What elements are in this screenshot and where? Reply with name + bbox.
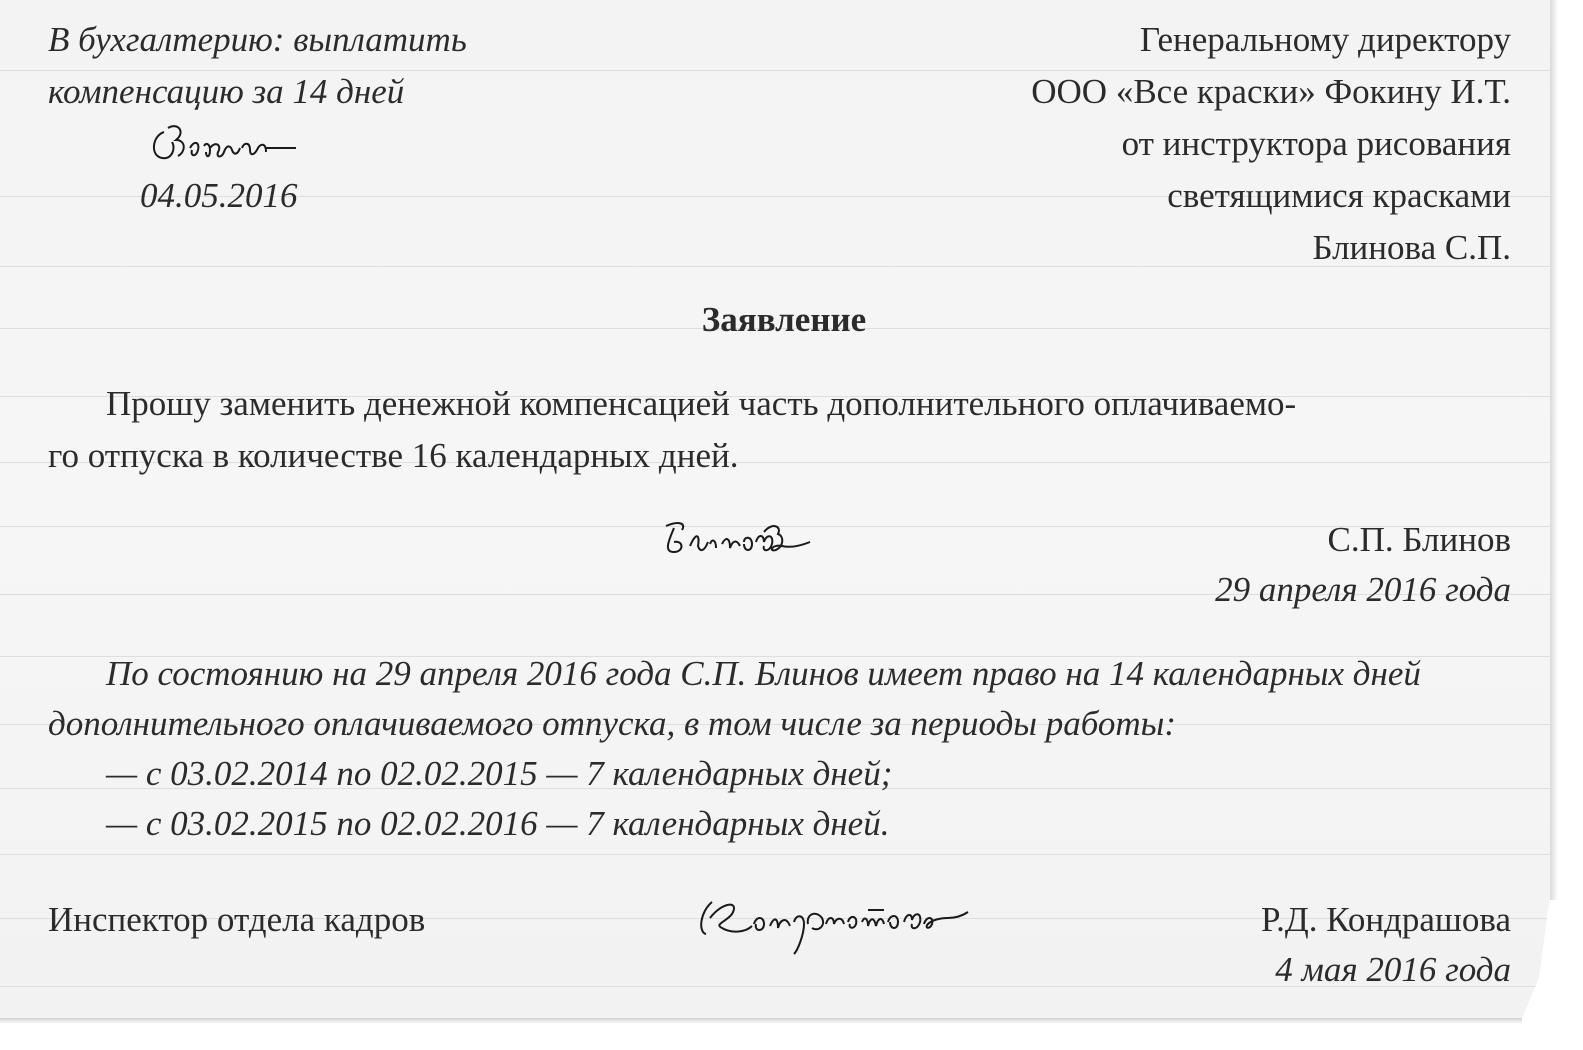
ruled-line [0, 70, 1550, 71]
request-line-2: го отпуска в количестве 16 календарных дней. [48, 436, 739, 475]
resolution-date: 04.05.2016 [140, 176, 298, 215]
addressee-line-2: ООО «Все краски» Фокину И.Т. [1031, 72, 1511, 111]
hr-note-item-2: — с 03.02.2015 по 02.02.2016 — 7 календарных дней. [106, 804, 890, 843]
paper-shadow [0, 1018, 1522, 1024]
ruled-line [0, 854, 1550, 855]
paper-shadow-right [1550, 0, 1558, 900]
applicant-name: С.П. Блинов [1327, 520, 1511, 559]
hr-note-line-2: дополнительного оплачиваемого отпуска, в том числе за периоды работы: [48, 704, 1177, 743]
addressee-line-3: от инструктора рисования [1121, 124, 1511, 163]
addressee-line-4: светящимися красками [1167, 176, 1511, 215]
inspector-name: Р.Д. Кондрашова [1261, 900, 1511, 939]
applicant-date: 29 апреля 2016 года [1215, 570, 1511, 609]
request-line-1: Прошу заменить денежной компенсацией часть дополнительного оплачиваемо- [106, 384, 1297, 423]
inspector-date: 4 мая 2016 года [1275, 950, 1511, 989]
hr-note-line-1: По состоянию на 29 апреля 2016 года С.П. Блинов имеет право на 14 календарных дней [106, 654, 1421, 693]
inspector-signature [692, 888, 982, 958]
hr-note-item-1: — с 03.02.2014 по 02.02.2015 — 7 календарных дней; [106, 754, 893, 793]
director-signature [146, 118, 306, 168]
document-title: Заявление [701, 300, 867, 339]
resolution-line-2: компенсацию за 14 дней [48, 72, 405, 111]
addressee-line-5: Блинова С.П. [1312, 228, 1511, 267]
addressee-line-1: Генеральному директору [1139, 20, 1511, 59]
inspector-position: Инспектор отдела кадров [48, 900, 426, 939]
applicant-signature [660, 512, 840, 562]
resolution-line-1: В бухгалтерию: выплатить [48, 20, 467, 59]
